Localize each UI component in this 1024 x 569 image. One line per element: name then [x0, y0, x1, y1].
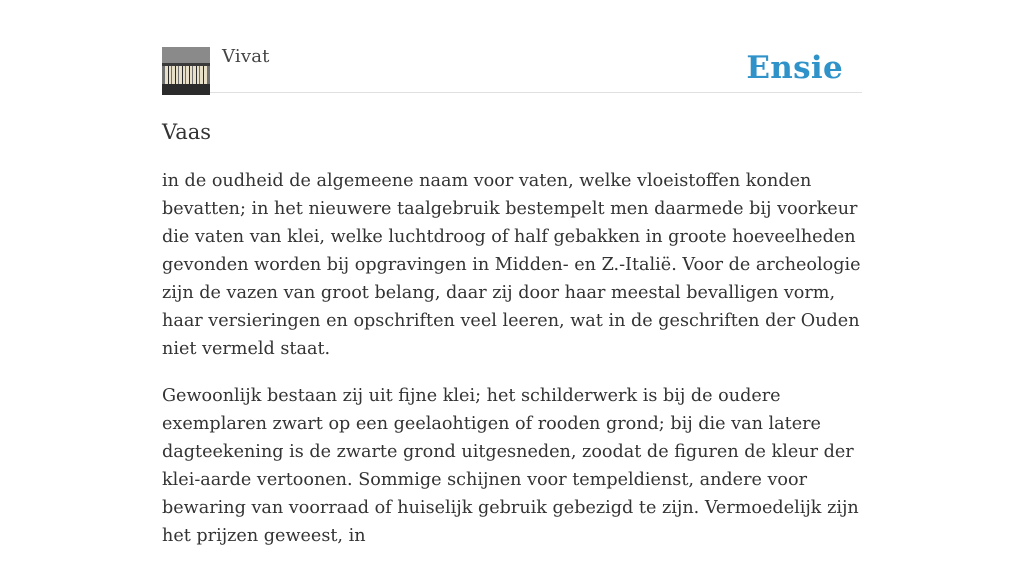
article-paragraph: Gewoonlijk bestaan zij uit fijne klei; het schilderwerk is bij de oudere exemplaren zwart op een geelaohtigen of rooden grond; bij die van latere dagteekening is de zwarte grond uitgesneden, zoodat de figuren de kleur der klei-aarde vertoonen. Sommige schijnen voor tempeldienst, andere voor bewaring van voorraad of huiselijk gebruik gebezigd te zijn. Vermoedelijk zijn het prijzen geweest, in: [162, 386, 859, 546]
bookshelf-avatar-icon[interactable]: [162, 47, 210, 95]
article-page: [162, 0, 862, 569]
header: [162, 0, 862, 93]
source-name-link[interactable]: Vivat: [222, 46, 270, 67]
brand-logo-link[interactable]: Ensie: [746, 50, 843, 86]
article-body: [162, 167, 862, 550]
article-paragraph: in de oudheid de algemeene naam voor vaten, welke vloeistoffen konden bevatten; in het nieuwere taalgebruik bestempelt men daarmede bij voorkeur die vaten van klei, welke luchtdroog of half gebakken in groote hoeveelheden gevonden worden bij opgravingen in Midden- en Z.-Italië. Voor de archeologie zijn de vazen van groot belang, daar zij door haar meestal bevalligen vorm, haar versieringen en opschriften veel leeren, wat in de geschriften der Ouden niet vermeld staat.: [162, 171, 861, 359]
article-title: Vaas: [162, 120, 212, 144]
